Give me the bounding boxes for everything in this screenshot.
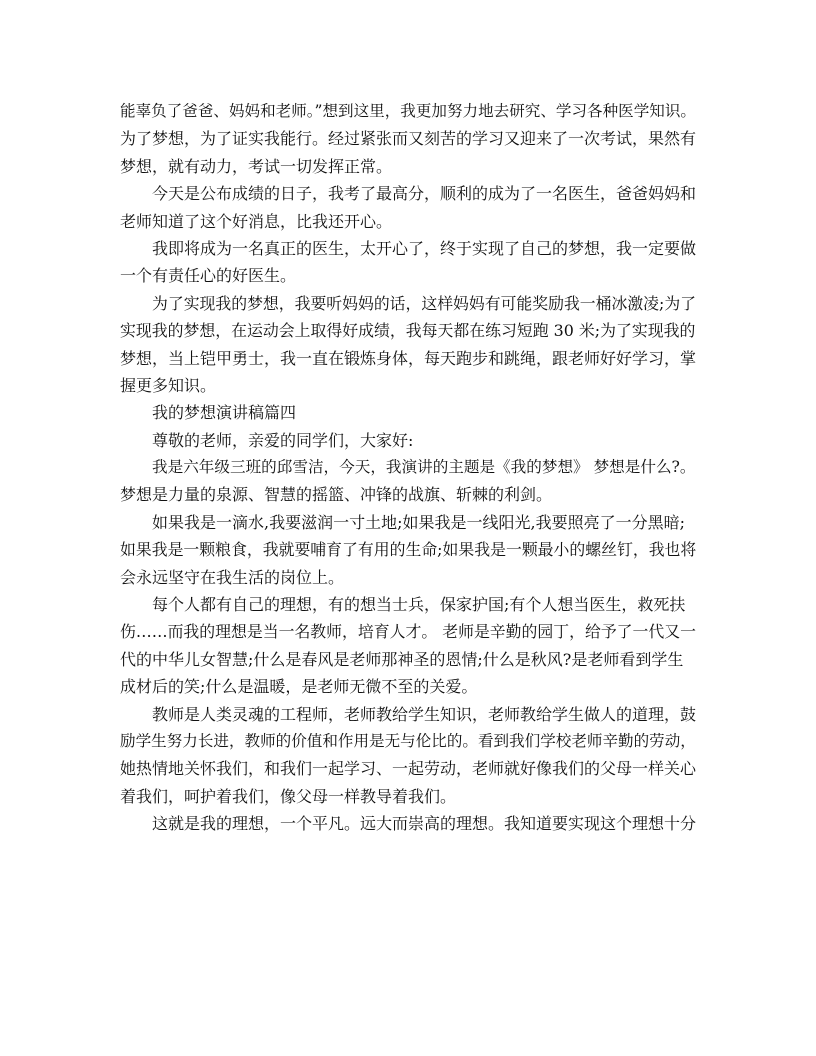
- paragraph: [120, 98, 696, 180]
- document-body: [120, 98, 696, 838]
- text-line: 为了实现我的梦想，我要听妈妈的话，这样妈妈有可能奖励我一桶冰激凌;为了: [152, 293, 697, 313]
- paragraph: [120, 810, 696, 837]
- text-line: 梦想，就有动力，考试一切发挥正常。: [120, 156, 393, 176]
- paragraph: [120, 454, 696, 509]
- paragraph: [120, 235, 696, 290]
- paragraph: [120, 509, 696, 591]
- text-line: 如果我是一颗粮食，我就要哺育了有用的生命;如果我是一颗最小的螺丝钉，我也将: [120, 540, 697, 560]
- text-line: 如果我是一滴水,我要滋润一寸土地;如果我是一线阳光,我要照亮了一分黑暗;: [152, 512, 685, 532]
- text-line: 励学生努力长进，教师的价值和作用是无与伦比的。看到我们学校老师辛勤的劳动，: [120, 731, 696, 750]
- text-line: 我是六年级三班的邱雪洁，今天，我演讲的主题是《我的梦想》 梦想是什么?。: [152, 458, 696, 477]
- paragraph: [120, 399, 696, 426]
- text-line: 老师知道了这个好消息，比我还开心。: [120, 211, 393, 231]
- text-line: 教师是人类灵魂的工程师，老师教给学生知识，老师教给学生做人的道理，鼓: [152, 704, 697, 724]
- text-line: 每个人都有自己的理想，有的想当士兵，保家护国;有个人想当医生，救死扶: [152, 595, 686, 615]
- paragraph: [120, 701, 696, 811]
- text-line: 能辜负了爸爸、妈妈和老师。”想到这里，我更加努力地去研究、学习各种医学知识。: [120, 102, 696, 120]
- text-line: 会永远坚守在我生活的岗位上。: [120, 567, 345, 587]
- text-line: 一个有责任心的好医生。: [120, 266, 297, 286]
- text-line: 这就是我的理想，一个平凡。远大而崇高的理想。我知道要实现这个理想十分: [152, 814, 697, 834]
- text-line: 她热情地关怀我们，和我们一起学习、一起劳动，老师就好像我们的父母一样关心: [120, 759, 697, 779]
- text-line: 代的中华儿女智慧;什么是春风是老师那神圣的恩情;什么是秋风?是老师看到学生: [120, 649, 684, 669]
- text-line: 为了梦想，为了证实我能行。经过紧张而又刻苦的学习又迎来了一次考试，果然有: [120, 129, 697, 149]
- text-line: 着我们，呵护着我们，像父母一样教导着我们。: [120, 786, 457, 806]
- paragraph: [120, 290, 696, 400]
- text-line: 我即将成为一名真正的医生，太开心了，终于实现了自己的梦想，我一定要做: [152, 238, 697, 258]
- text-line: 尊敬的老师，亲爱的同学们，大家好:: [152, 430, 414, 450]
- text-line: 握更多知识。: [120, 375, 217, 395]
- paragraph: [120, 591, 696, 701]
- text-line: 我的梦想演讲稿篇四: [152, 403, 297, 423]
- paragraph: [120, 427, 696, 454]
- text-line: 梦想，当上铠甲勇士，我一直在锻炼身体，每天跑步和跳绳，跟老师好好学习，掌: [120, 348, 697, 368]
- text-line: 今天是公布成绩的日子，我考了最高分，顺利的成为了一名医生，爸爸妈妈和: [152, 184, 697, 204]
- text-line: 实现我的梦想，在运动会上取得好成绩，我每天都在练习短跑 30 米;为了实现我的: [120, 321, 696, 341]
- text-line: 梦想是力量的泉源、智慧的摇篮、冲锋的战旗、斩棘的利剑。: [120, 485, 553, 505]
- text-line: 成材后的笑;什么是温暖，是老师无微不至的关爱。: [120, 677, 478, 697]
- text-line: 伤……而我的理想是当一名教师，培育人才。 老师是辛勤的园丁，给予了一代又一: [120, 622, 696, 642]
- paragraph: [120, 180, 696, 235]
